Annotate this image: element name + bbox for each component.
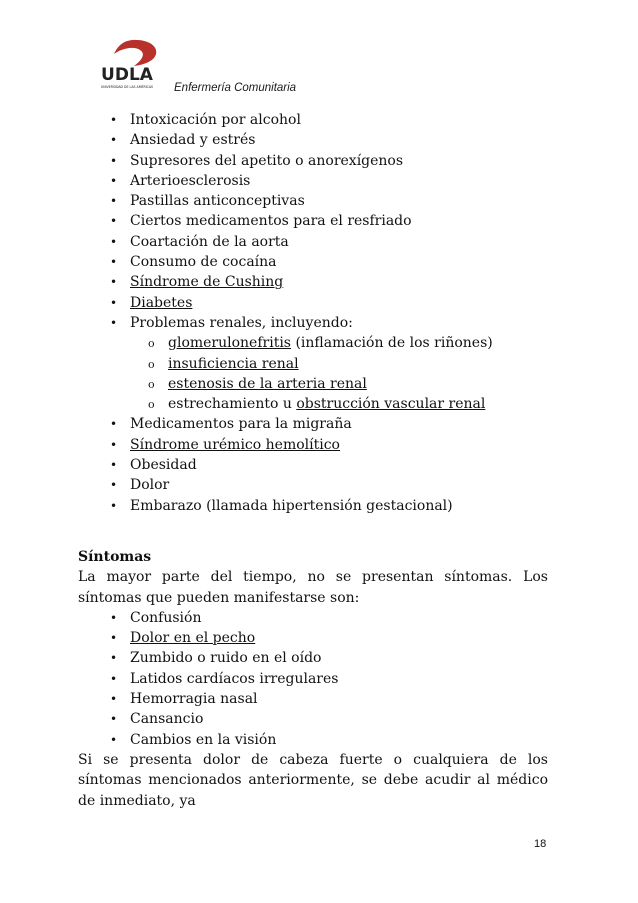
sublist-item <box>78 374 548 394</box>
obstruccion-link[interactable]: obstrucción vascular renal <box>296 396 486 413</box>
list-item: • Dolor <box>78 475 548 495</box>
list-item: • Cambios en la visión <box>78 730 548 750</box>
list-item <box>78 435 548 455</box>
sublist-item <box>78 354 548 374</box>
list-item: • Hemorragia nasal <box>78 689 548 709</box>
list-item: • Ansiedad y estrés <box>78 130 548 150</box>
list-item <box>78 293 548 313</box>
dolor-pecho-link[interactable]: Dolor en el pecho <box>130 630 256 647</box>
symptoms-intro: La mayor parte del tiempo, no se presentan síntomas. Los síntomas que pueden manifestarse son: <box>78 569 548 606</box>
symptoms-closing: Si se presenta dolor de cabeza fuerte o cualquiera de los síntomas mencionados anteriormente, se debe acudir al médico de inmediato, ya <box>78 751 548 809</box>
page-content <box>78 110 548 811</box>
list-item: • Consumo de cocaína <box>78 252 548 272</box>
symptoms-list <box>78 608 548 750</box>
list-item: • Supresores del apetito o anorexígenos <box>78 151 548 171</box>
renal-sublist <box>78 333 548 414</box>
udla-logo <box>92 38 162 94</box>
glomerulonefritis-link[interactable]: glomerulonefritis <box>168 335 291 352</box>
list-item: • Ciertos medicamentos para el resfriado <box>78 211 548 231</box>
list-item: • Coartación de la aorta <box>78 232 548 252</box>
list-item: • Medicamentos para la migraña <box>78 414 548 434</box>
logo-wordmark: UDLA <box>101 65 153 85</box>
logo-subtext: UNIVERSIDAD DE LAS AMÉRICAS <box>100 85 154 89</box>
list-item: • Pastillas anticonceptivas <box>78 191 548 211</box>
list-item: • Intoxicación por alcohol <box>78 110 548 130</box>
cushing-link[interactable]: Síndrome de Cushing <box>130 274 284 291</box>
causes-list-continued <box>78 414 548 515</box>
list-item <box>78 628 548 648</box>
sublist-item: o glomerulonefritis (inflamación de los riñones) <box>78 333 548 353</box>
list-item: • Problemas renales, incluyendo: <box>78 313 548 333</box>
sublist-item: o estrechamiento u obstrucción vascular renal <box>78 394 548 414</box>
logo-swoosh <box>114 40 156 66</box>
list-item: • Arterioesclerosis <box>78 171 548 191</box>
diabetes-link[interactable]: Diabetes <box>130 294 193 311</box>
estenosis-link[interactable]: estenosis de la arteria renal <box>168 375 367 392</box>
header-title: Enfermería Comunitaria <box>174 82 297 94</box>
list-item <box>78 272 548 292</box>
list-item: • Embarazo (llamada hipertensión gestacional) <box>78 496 548 516</box>
insuficiencia-renal-link[interactable]: insuficiencia renal <box>168 355 299 372</box>
list-item: • Cansancio <box>78 709 548 729</box>
sindrome-uremico-link[interactable]: Síndrome urémico hemolítico <box>130 436 340 453</box>
causes-list <box>78 110 548 333</box>
list-item: • Confusión <box>78 608 548 628</box>
list-item: • Zumbido o ruido en el oído <box>78 648 548 668</box>
section-title-sintomas: Síntomas <box>78 548 152 565</box>
page-number: 18 <box>534 838 547 850</box>
list-item: • Latidos cardíacos irregulares <box>78 669 548 689</box>
list-item: • Obesidad <box>78 455 548 475</box>
